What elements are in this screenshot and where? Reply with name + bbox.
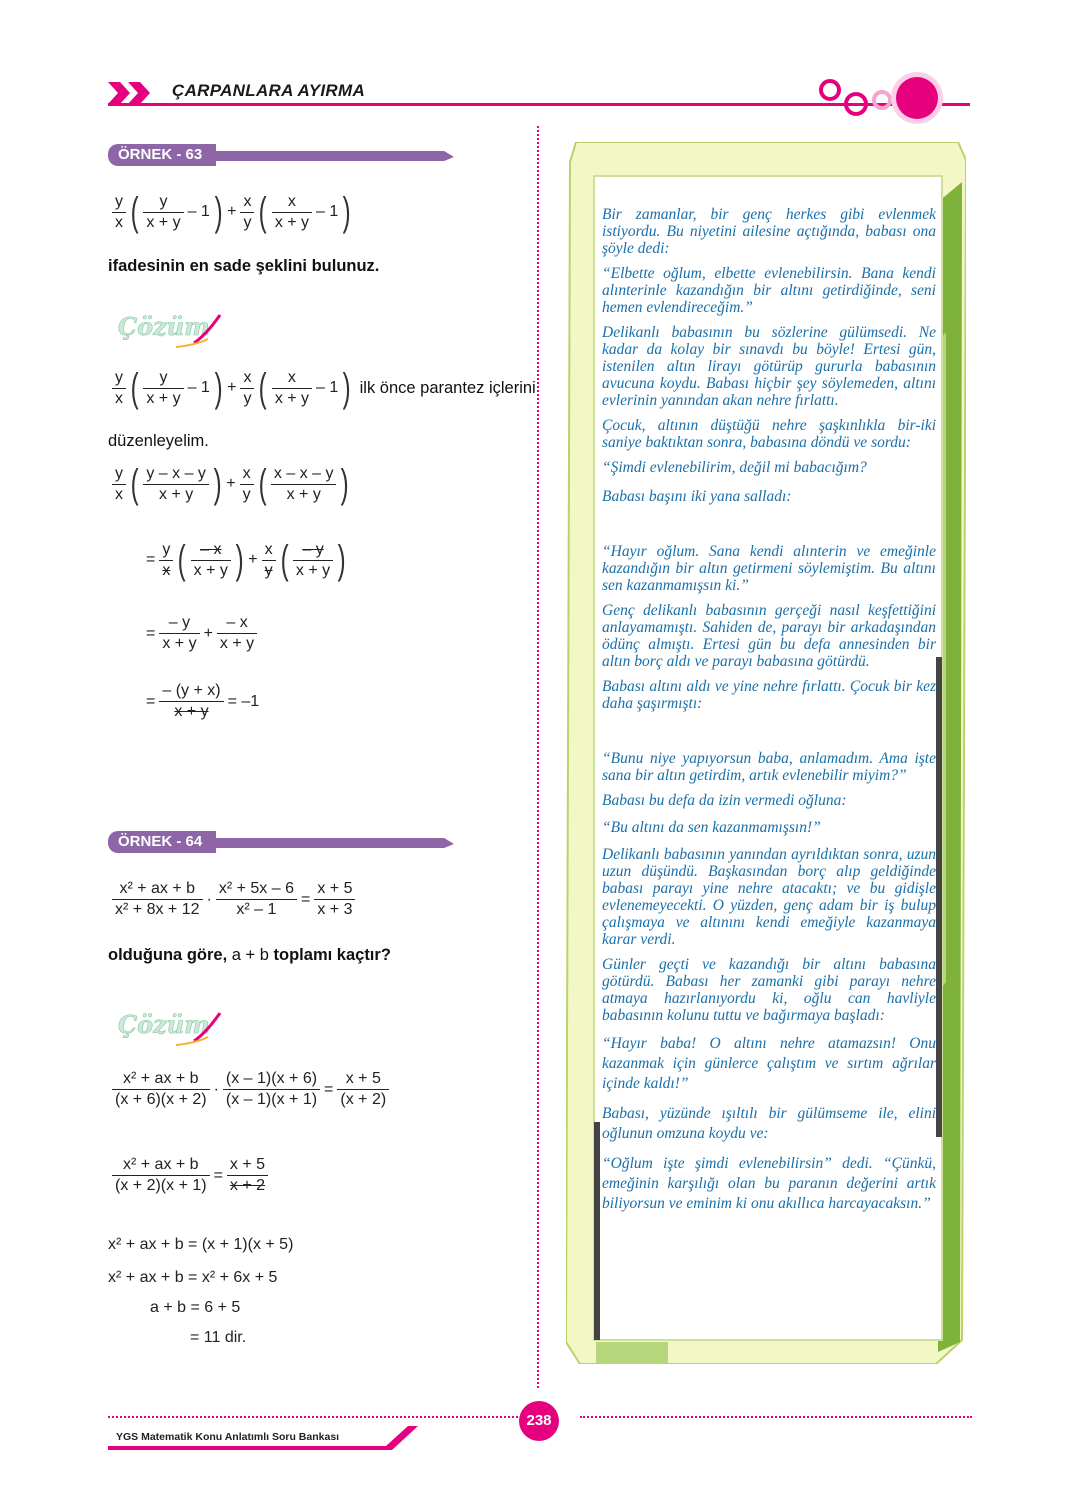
story-paragraph: Günler geçti ve kazandığı bir altını babasına götürdü. Babası her zamanki gibi parayı nehre atmaya hazırlanıyordu ki, oğlu can havliyle babasının kolunu tuttu ve bağırmaya başladı: bbox=[602, 956, 936, 1024]
solution-64-step1: x² + ax + b (x + 6)(x + 2) · $\frac{(x - 1)(x + 6)}{(x - 1)(x + 1)}$ = $\frac{x + 5}{(x + 2)}$ bbox=[110, 1070, 391, 1109]
solution-63-step4: = $\frac{- y}{x + y}$ + $\frac{- x}{x + y}$ bbox=[144, 614, 259, 653]
story-paragraph: “Elbette oğlum, elbette evlenebilirsin. Bana kendi alınterinle kazandığın bir altını getirdiğinde, seni hemen evlendireceğim.” bbox=[602, 265, 936, 316]
story-paragraph: Babası başını iki yana salladı: bbox=[602, 488, 792, 505]
solution-logo-icon-2 bbox=[116, 1003, 226, 1049]
story-paragraph: “Bu altını da sen kazanmamışsın!” bbox=[602, 819, 821, 836]
footer-rule-right bbox=[580, 1416, 972, 1418]
story-paragraph: Delikanlı babasının yanından ayrıldıktan sonra, uzun uzun düşündü. Başkasından borç alıp geldiğinde babası parayı yine nehre atacaktı; ve bu gidişle evlenemeyecekti. O yüzden, genç adam bir iş bulup çalışmaya ve altınını kendi emeğiyle kazanmaya karar verdi. bbox=[602, 846, 936, 948]
solution-63-step1: y x ( y x + y – 1 ) + $\frac{x}{y}$ ( x x + y – 1 ) ilk önce parantez içlerini bbox=[110, 368, 536, 408]
example-64-equation: x² + ax + b x² + 8x + 12 · $\frac{\text{x² + 5x – 6}}{\text{x² – 1}}$ = $\frac{x + 5}{x + 3}$ bbox=[110, 880, 357, 919]
solution-63-text: düzenleyelim. bbox=[108, 432, 209, 450]
footer-rule-left bbox=[108, 1416, 518, 1418]
solution-63-step3: = $\frac{y}{x}$ ( – x x + y ) + $\frac{x}{y}$ ( – y x + y ) bbox=[146, 538, 346, 582]
column-divider bbox=[537, 126, 539, 1388]
story-paragraph: “Oğlum işte şimdi evlenebilirsin” dedi. “Çünkü, emeğinin karşılığı olan bu paranın değerini artık biliyorsun ve eminim ki onu akıllıca harcayacaksın.” bbox=[602, 1155, 936, 1212]
story-paragraph: “Bunu niye yapıyorsun baba, anlamadım. Ama işte sana bir altın getirdim, artık evlenebilir miyim?” bbox=[602, 750, 936, 784]
story-text bbox=[602, 206, 936, 1214]
solution-64-step2: $\frac{\text{x² + ax + b}}{(x + 2)(x + 1)}$ = $\frac{x + 5}{x + 2}$ bbox=[110, 1156, 270, 1195]
story-paragraph: Delikanlı babasının bu sözlerine gülümsedi. Ne kadar da kolay bir sınavdı bu böyle! Ertesi gün, istenilen altın lirayı götürüp gururla babasının avucuna koydu. Babası hiçbir şey söylemeden, altını evlerinin yanından akan nehre fırlattı. bbox=[602, 324, 936, 409]
story-paragraph: Babası, yüzünde ışıltılı bir gülümseme ile, elini oğlunun omzuna koydu ve: bbox=[602, 1105, 936, 1142]
example-63-label: ÖRNEK - 63 bbox=[108, 144, 458, 166]
story-paragraph: Babası altını aldı ve yine nehre fırlattı. Çocuk bir kez daha şaşırmıştı: bbox=[602, 678, 936, 712]
solution-63-result: = $\frac{- (y + x)}{x + y}$ = –1 bbox=[146, 682, 260, 720]
story-paragraph: “Hayır baba! O altını nehre atamazsın! Onu kazanmak için günlerce çalıştım ve sırtım ağrılar içinde kaldı!” bbox=[602, 1035, 936, 1092]
story-paragraph: Bir zamanlar, bir genç herkes gibi evlenmek istiyordu. Bu niyetini ailesine açtığında, babası ona şöyle dedi: bbox=[602, 206, 936, 257]
story-paragraph: “Şimdi evlenebilirim, değil mi babacığım? bbox=[602, 459, 867, 476]
example-64-question: olduğuna göre, a + b toplamı kaçtır? bbox=[108, 946, 391, 964]
example-64-label: ÖRNEK - 64 bbox=[108, 831, 458, 853]
story-paragraph: Genç delikanlı babasının gerçeği nasıl keşfettiğini anlayamamıştı. Sahiden de, parayı bir arkadaşından ödünç almıştı. Ertesi gün bu defa annesinden bir altın borç aldı ve parayı babasına götürdü. bbox=[602, 602, 936, 670]
chapter-title: ÇARPANLARA AYIRMA bbox=[172, 81, 366, 100]
example-63-expression: y x ( y x + y – 1 ) + $\frac{x}{y}$ ( x x + y – 1 ) bbox=[110, 192, 354, 232]
decorative-circles-icon bbox=[812, 70, 962, 126]
story-paragraph: Çocuk, altının düştüğü nehre şaşkınlıkla bir-iki saniye baktıktan sonra, babasına döndü ve sordu: bbox=[602, 417, 936, 451]
page-number: 238 bbox=[519, 1401, 559, 1441]
solution-64-answer: = 11 dir. bbox=[190, 1329, 247, 1346]
solution-64-line3: a + b = 6 + 5 bbox=[150, 1299, 241, 1316]
svg-text:Çözüm: Çözüm bbox=[118, 312, 210, 341]
story-paragraph: Babası bu defa da izin vermedi oğluna: bbox=[602, 792, 847, 809]
book-title: YGS Matematik Konu Anlatımlı Soru Bankası bbox=[116, 1431, 340, 1443]
example-63-question: ifadesinin en sade şeklini bulunuz. bbox=[108, 257, 380, 275]
solution-64-line1: x² + ax + b = (x + 1)(x + 5) bbox=[108, 1236, 294, 1253]
solution-64-line2: x² + ax + b = x² + 6x + 5 bbox=[108, 1269, 278, 1286]
story-paragraph: “Hayır oğlum. Sana kendi alınterin ve emeğinle kazandığın bir altın getirmeni söylemiştim. Bu altını sen kazanmamışsın ki.” bbox=[602, 543, 936, 594]
solution-63-step2: y x ( y – x – y x + y ) + $\frac{x}{y}$ ( x – x – y x + y ) bbox=[110, 464, 352, 504]
solution-logo-icon bbox=[116, 305, 226, 351]
svg-text:Çözüm: Çözüm bbox=[118, 1010, 210, 1039]
